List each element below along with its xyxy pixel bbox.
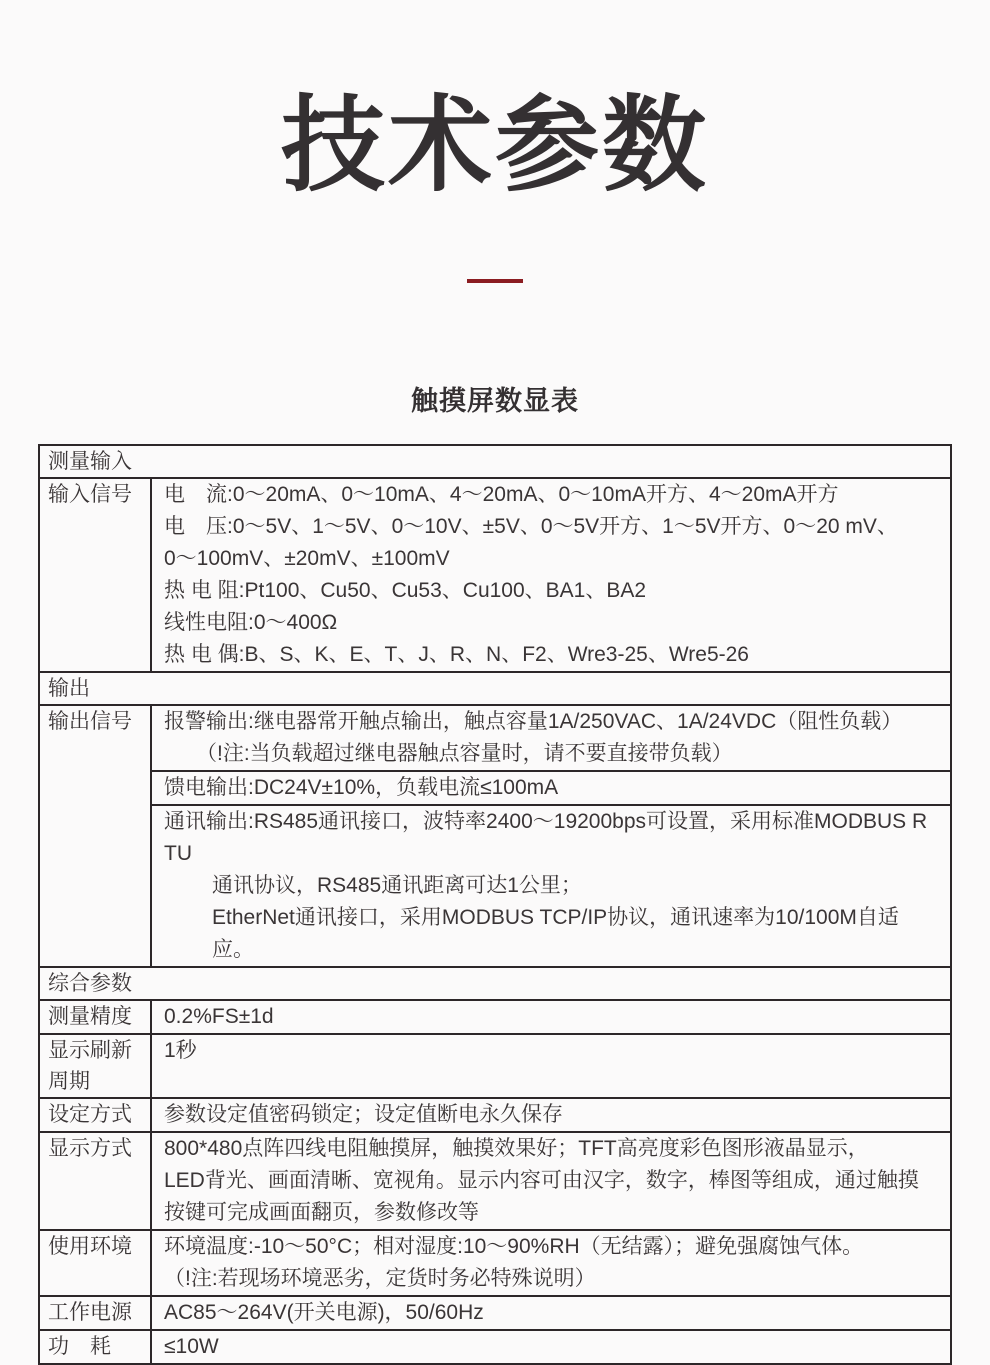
value-line: 电 流:0～20mA、0～10mA、4～20mA、0～10mA开方、4～20mA开方 [164,483,839,507]
row-label: 显示刷新周期 [39,1034,151,1098]
value-line: AC85～264V(开关电源)，50/60Hz [164,1301,484,1325]
row-label: 工作电源 [39,1296,151,1330]
row-value [151,1296,951,1330]
row-value [151,1132,951,1230]
value-line: 报警输出:继电器常开触点输出，触点容量1A/250VAC、1A/24VDC（阻性负载） [164,710,903,734]
table-row-refresh-period [39,1034,951,1098]
table-row-output-signal-comm [39,805,951,967]
value-line: 热 电 偶:B、S、K、E、T、J、R、N、F2、Wre3-25、Wre5-26 [164,643,749,667]
row-label: 功 耗 [39,1330,151,1364]
section-row-general-params [39,967,951,1000]
row-label: 测量精度 [39,1000,151,1034]
section-row-output [39,672,951,705]
table-row-accuracy [39,1000,951,1034]
table-row-output-signal-alarm [39,705,951,771]
value-line: 1秒 [164,1039,197,1063]
table-row-power-consumption [39,1330,951,1364]
table-row-environment [39,1230,951,1296]
row-label: 设定方式 [39,1098,151,1132]
table-row-output-signal-feed [39,771,951,805]
row-value [151,1230,951,1296]
value-line: 热 电 阻:Pt100、Cu50、Cu53、Cu100、BA1、BA2 [164,579,647,603]
spec-table [38,444,952,1365]
value-line: 0.2%FS±1d [164,1005,274,1029]
table-row-display-method [39,1132,951,1230]
title-divider [467,279,523,283]
section-label: 测量输入 [39,445,951,478]
row-label: 输出信号 [39,705,151,967]
section-label: 输出 [39,672,951,705]
value-line: 800*480点阵四线电阻触摸屏，触摸效果好；TFT高亮度彩色图形液晶显示， [164,1137,869,1161]
table-row-setting-method [39,1098,951,1132]
section-label: 综合参数 [39,967,951,1000]
value-line-note: （!注:当负载超过继电器触点容量时，请不要直接带负载） [196,742,733,766]
row-value [151,1000,951,1034]
value-line: 环境温度:-10～50°C；相对湿度:10～90%RH（无结露）；避免强腐蚀气体。 [164,1235,864,1259]
table-row-input-signal [39,478,951,672]
row-value [151,1098,951,1132]
value-line: 馈电输出:DC24V±10%，负载电流≤100mA [164,776,559,800]
value-line: 通讯输出:RS485通讯接口，波特率2400～19200bps可设置，采用标准MODBUS RTU [164,810,928,866]
value-line: 按键可完成画面翻页，参数修改等 [164,1201,479,1225]
value-line: ≤10W [164,1335,219,1359]
row-value [151,1330,951,1364]
value-line: 参数设定值密码锁定；设定值断电永久保存 [164,1103,563,1127]
row-value-comm-output [151,805,951,967]
value-line: 线性电阻:0～400Ω [164,611,338,635]
section-row-measurement-input [39,445,951,478]
row-label: 使用环境 [39,1230,151,1296]
value-line: LED背光、画面清晰、宽视角。显示内容可由汉字，数字，棒图等组成，通过触摸 [164,1169,919,1193]
page-title: 技术参数 [280,88,709,204]
row-value-alarm-output [151,705,951,771]
row-value-feed-output [151,771,951,805]
value-line: 0～100mV、±20mV、±100mV [164,547,450,571]
value-line: 通讯协议，RS485通讯距离可达1公里； [212,874,582,898]
table-row-power-supply [39,1296,951,1330]
row-value [151,1034,951,1098]
row-value [151,478,951,672]
value-line-note: （!注:若现场环境恶劣，定货时务必特殊说明） [164,1267,596,1291]
value-line: 电 压:0～5V、1～5V、0～10V、±5V、0～5V开方、1～5V开方、0～20 mV、 [164,515,898,539]
row-label: 显示方式 [39,1132,151,1230]
value-line: EtherNet通讯接口，采用MODBUS TCP/IP协议，通讯速率为10/100M自适应。 [212,906,899,962]
spec-table-title: 触摸屏数显表 [411,386,579,417]
row-label: 输入信号 [39,478,151,672]
